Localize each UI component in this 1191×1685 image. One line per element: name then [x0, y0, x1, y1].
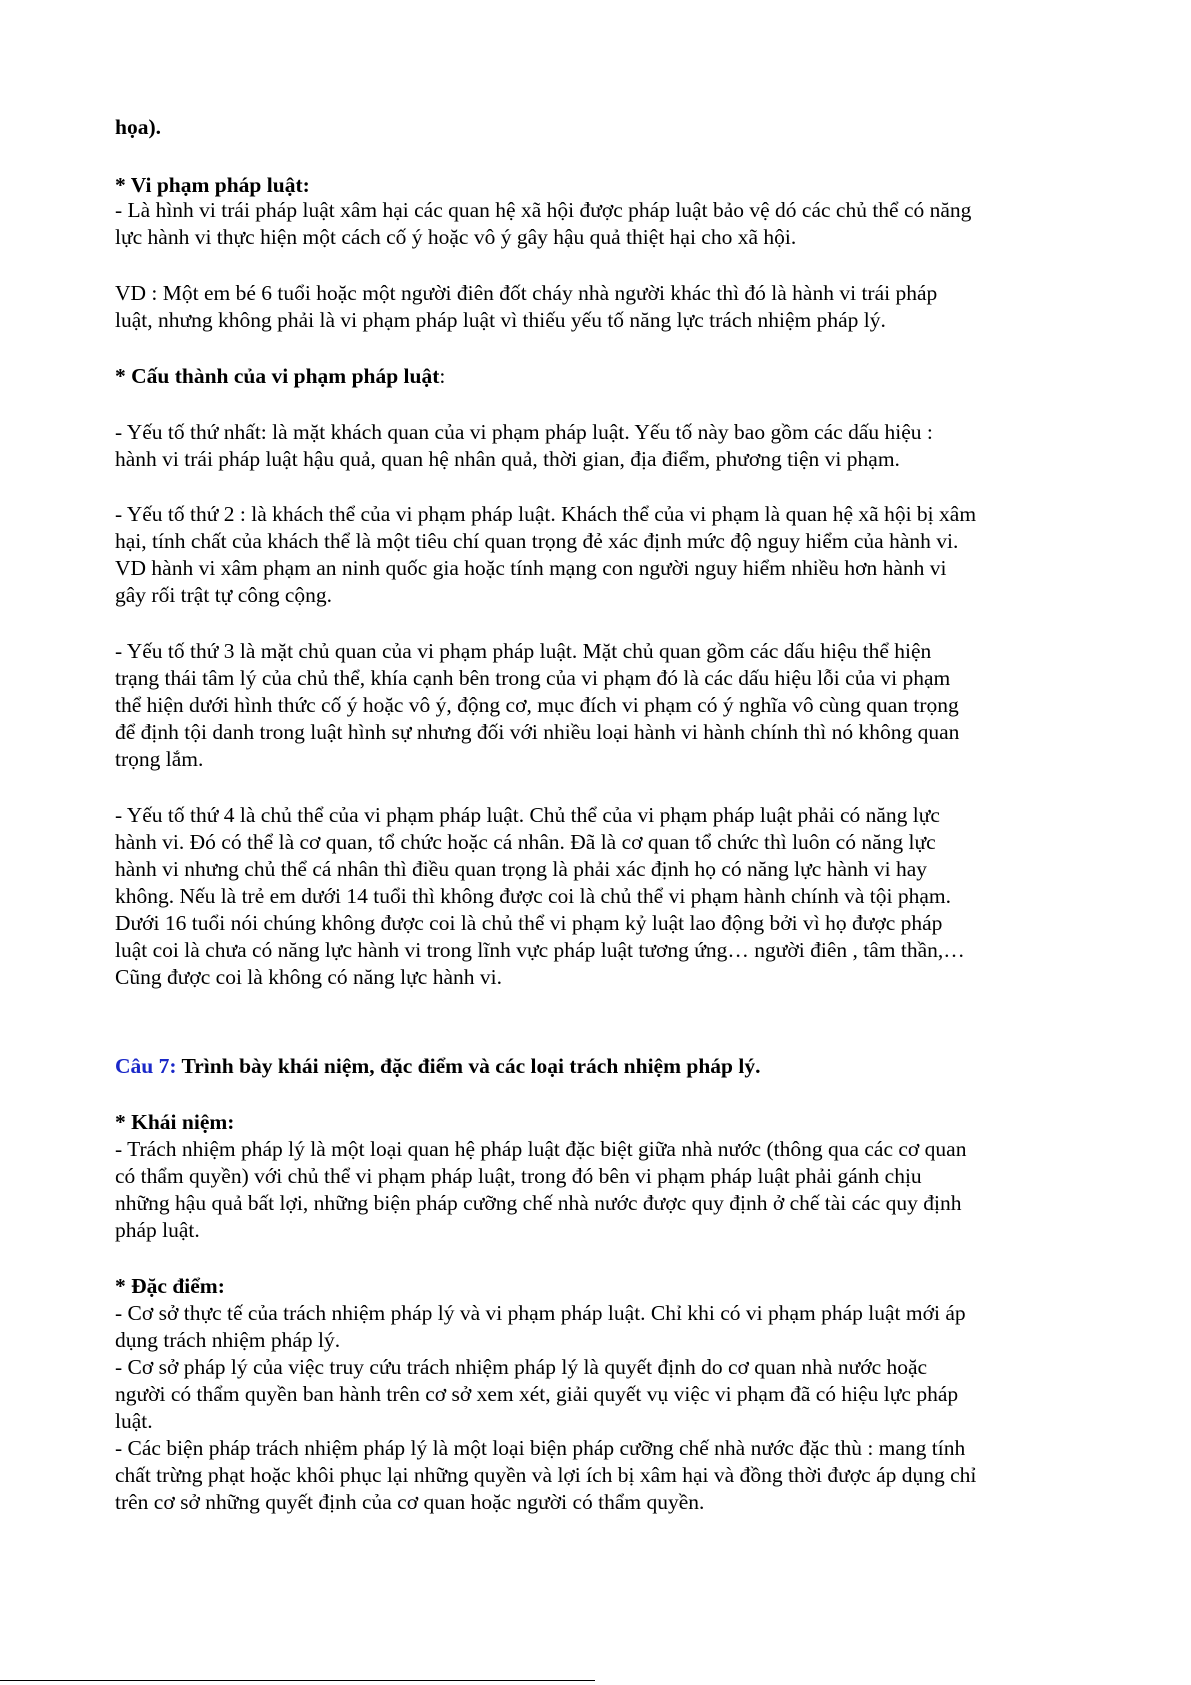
text-line: pháp luật.	[115, 1218, 200, 1242]
text-line: trọng lắm.	[115, 747, 204, 771]
text-line: để định tội danh trong luật hình sự nhưng đối với nhiều loại hành vi hành chính thì nó không quan	[115, 720, 960, 744]
text-line: VD : Một em bé 6 tuổi hoặc một người điên đốt cháy nhà người khác thì đó là hành vi trái pháp	[115, 281, 938, 305]
text-line: luật.	[115, 1409, 153, 1433]
question-title: Trình bày khái niệm, đặc điểm và các loại trách nhiệm pháp lý.	[176, 1054, 761, 1078]
text-line: luật coi là chưa có năng lực hành vi trong lĩnh vực pháp luật tương ứng… người điên , tâm thần,…	[115, 938, 965, 962]
section-heading-cau-thanh	[115, 362, 445, 390]
text-line: có thẩm quyền) với chủ thể vi phạm pháp luật, trong đó bên vi phạm pháp luật phải gánh chịu	[115, 1164, 922, 1188]
text-line: luật, nhưng không phải là vi phạm pháp luật vì thiếu yếu tố năng lực trách nhiệm pháp lý.	[115, 308, 886, 332]
section-heading-khai-niem: * Khái niệm:	[115, 1110, 235, 1134]
text-line: - Cơ sở pháp lý của việc truy cứu trách nhiệm pháp lý là quyết định do cơ quan nhà nước hoặc	[115, 1355, 928, 1379]
text-line: Dưới 16 tuổi nói chúng không được coi là chủ thể vi phạm kỷ luật lao động bởi vì họ được pháp	[115, 911, 943, 935]
text-line: trạng thái tâm lý của chủ thể, khía cạnh bên trong của vi phạm đó là các dấu hiệu lỗi của vi phạm	[115, 666, 951, 690]
text-line: VD hành vi xâm phạm an ninh quốc gia hoặc tính mạng con người nguy hiểm nhiều hơn hành vi	[115, 556, 947, 580]
text-line: - Yếu tố thứ 4 là chủ thể của vi phạm pháp luật. Chủ thể của vi phạm pháp luật phải có năng lực	[115, 803, 940, 827]
text-line: dụng trách nhiệm pháp lý.	[115, 1328, 341, 1352]
text-line: - Cơ sở thực tế của trách nhiệm pháp lý và vi phạm pháp luật. Chỉ khi có vi phạm pháp luật mới áp	[115, 1301, 966, 1325]
heading-bold-part: * Cấu thành của vi phạm pháp luật	[115, 364, 440, 388]
text-line: - Yếu tố thứ 3 là mặt chủ quan của vi phạm pháp luật. Mặt chủ quan gồm các dấu hiệu thể hiện	[115, 639, 932, 663]
text-line: chất trừng phạt hoặc khôi phục lại những quyền và lợi ích bị xâm hại và đồng thời được áp dụng chỉ	[115, 1463, 977, 1487]
text-line: hại, tính chất của khách thể là một tiêu chí quan trọng đẻ xác định mức độ nguy hiểm của hành vi.	[115, 529, 959, 553]
text-line: - Trách nhiệm pháp lý là một loại quan hệ pháp luật đặc biệt giữa nhà nước (thông qua các cơ quan	[115, 1137, 967, 1161]
text-line: - Yếu tố thứ 2 : là khách thể của vi phạm pháp luật. Khách thể của vi phạm là quan hệ xã hội bị xâm	[115, 502, 977, 526]
heading-colon: :	[439, 364, 446, 388]
text-line: - Là hình vi trái pháp luật xâm hại các quan hệ xã hội được pháp luật bảo vệ dó các chủ thể có năng	[115, 198, 972, 222]
text-line: trên cơ sở những quyết định của cơ quan hoặc người có thẩm quyền.	[115, 1490, 705, 1514]
text-line: họa).	[115, 115, 161, 139]
text-line: Cũng được coi là không có năng lực hành vi.	[115, 965, 502, 989]
question-heading	[115, 1052, 760, 1080]
text-line: những hậu quả bất lợi, những biện pháp cưỡng chế nhà nước được quy định ở chế tài các quy định	[115, 1191, 962, 1215]
text-line: gây rối trật tự công cộng.	[115, 583, 333, 607]
text-line: không. Nếu là trẻ em dưới 14 tuổi thì không được coi là chủ thể vi phạm hành chính và tội phạm.	[115, 884, 952, 908]
text-line: - Các biện pháp trách nhiệm pháp lý là một loại biện pháp cưỡng chế nhà nước đặc thù : mang tính	[115, 1436, 966, 1460]
text-line: hành vi nhưng chủ thể cá nhân thì điều quan trọng là phải xác định họ có năng lực hành vi hay	[115, 857, 928, 881]
text-line: hành vi trái pháp luật hậu quả, quan hệ nhân quả, thời gian, địa điểm, phương tiện vi phạm.	[115, 447, 900, 471]
footer-divider	[0, 1680, 595, 1681]
section-heading-vi-pham: * Vi phạm pháp luật:	[115, 173, 310, 197]
section-heading-dac-diem: * Đặc điểm:	[115, 1274, 225, 1298]
text-line: lực hành vi thực hiện một cách cố ý hoặc vô ý gây hậu quả thiệt hại cho xã hội.	[115, 225, 797, 249]
text-line: thể hiện dưới hình thức cố ý hoặc vô ý, động cơ, mục đích vi phạm có ý nghĩa vô cùng quan trọng	[115, 693, 959, 717]
text-line: người có thẩm quyền ban hành trên cơ sở xem xét, giải quyết vụ việc vi phạm đã có hiệu lực pháp	[115, 1382, 959, 1406]
text-line: - Yếu tố thứ nhất: là mặt khách quan của vi phạm pháp luật. Yếu tố này bao gồm các dấu hiệu :	[115, 420, 933, 444]
text-line: hành vi. Đó có thể là cơ quan, tổ chức hoặc cá nhân. Đã là cơ quan tổ chức thì luôn có năng lực	[115, 830, 936, 854]
question-label: Câu 7:	[115, 1054, 177, 1078]
